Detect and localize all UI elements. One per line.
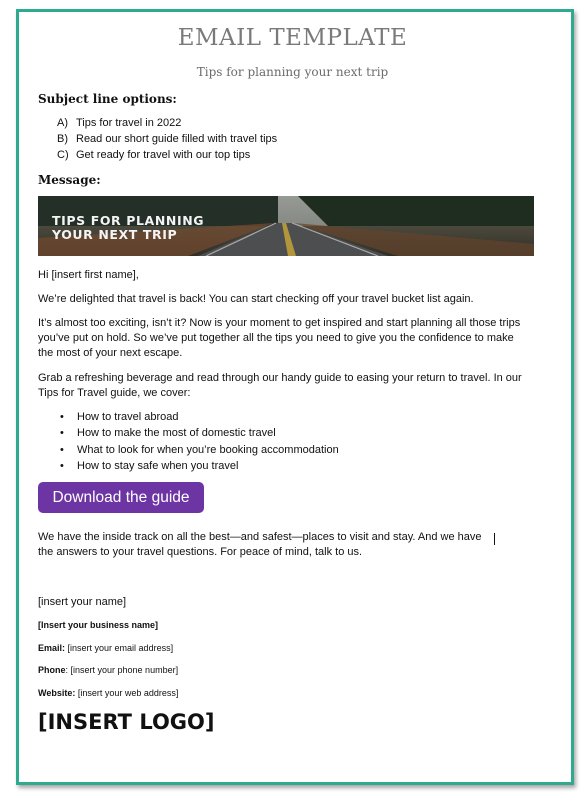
- paragraph-2: It’s almost too exciting, isn’t it? Now is your moment to get inspired and start planning all those trips you’ve put on hold. So we’ve put together all the tips you need to give you the confidence to make the most of your next escape.: [38, 317, 521, 359]
- business-name: [Insert your business name]: [38, 620, 159, 630]
- subject-option: [57, 149, 250, 161]
- phone-label: Phone: [38, 665, 66, 675]
- option-text: Get ready for travel with our top tips: [76, 149, 251, 161]
- website-label: Website:: [38, 688, 76, 698]
- subject-option: [57, 133, 277, 145]
- banner-image: [38, 196, 534, 256]
- paragraph-4-text: We have the inside track on all the best—and safest—places to visit and stay. And we have the answers to your travel questions. For peace of mind, talk to us.: [38, 531, 482, 558]
- subject-heading: Subject line options:: [38, 92, 177, 106]
- signature-name: [insert your name]: [38, 596, 127, 608]
- list-item: [60, 460, 238, 472]
- list-item: [60, 444, 339, 456]
- option-text: Tips for travel in 2022: [76, 117, 182, 129]
- phone-value: : [insert your phone number]: [65, 665, 179, 675]
- option-key: B): [57, 133, 68, 145]
- download-guide-button[interactable]: Download the guide: [38, 482, 204, 513]
- signature-website: [38, 688, 178, 698]
- list-item-text: What to look for when you’re booking accommodation: [77, 444, 339, 456]
- email-label: Email:: [38, 643, 66, 653]
- signature-email: [38, 643, 173, 653]
- option-key: A): [57, 117, 68, 129]
- website-value: [insert your web address]: [77, 688, 179, 698]
- greeting: Hi [insert first name],: [38, 269, 139, 281]
- subject-option: [57, 117, 181, 129]
- list-item-text: How to make the most of domestic travel: [77, 427, 276, 439]
- logo-placeholder: [INSERT LOGO]: [38, 710, 215, 734]
- bullet-icon: •: [60, 444, 64, 456]
- list-item-text: How to stay safe when you travel: [77, 460, 239, 472]
- bullet-icon: •: [60, 427, 64, 439]
- paragraph-4: [38, 530, 498, 560]
- signature-phone: [38, 665, 178, 675]
- banner-line-2: YOUR NEXT TRIP: [52, 227, 178, 242]
- bullet-icon: •: [60, 460, 64, 472]
- list-item-text: How to travel abroad: [77, 411, 179, 423]
- text-cursor: [492, 530, 495, 548]
- signature-business: [38, 620, 158, 630]
- message-heading: Message:: [38, 173, 101, 187]
- bullet-icon: •: [60, 411, 64, 423]
- paragraph-3: Grab a refreshing beverage and read through our handy guide to easing your return to travel. In our Tips for Travel guide, we cover:: [38, 372, 522, 399]
- paragraph-1: We’re delighted that travel is back! You can start checking off your travel bucket list again.: [38, 293, 474, 305]
- banner-text: [52, 214, 204, 242]
- list-item: [60, 427, 276, 439]
- page-subtitle: Tips for planning your next trip: [196, 65, 389, 79]
- email-value: [insert your email address]: [67, 643, 174, 653]
- option-key: C): [57, 149, 69, 161]
- banner-line-1: TIPS FOR PLANNING: [52, 213, 205, 228]
- page-title: EMAIL TEMPLATE: [177, 25, 408, 51]
- list-item: [60, 411, 179, 423]
- option-text: Read our short guide filled with travel tips: [76, 133, 278, 145]
